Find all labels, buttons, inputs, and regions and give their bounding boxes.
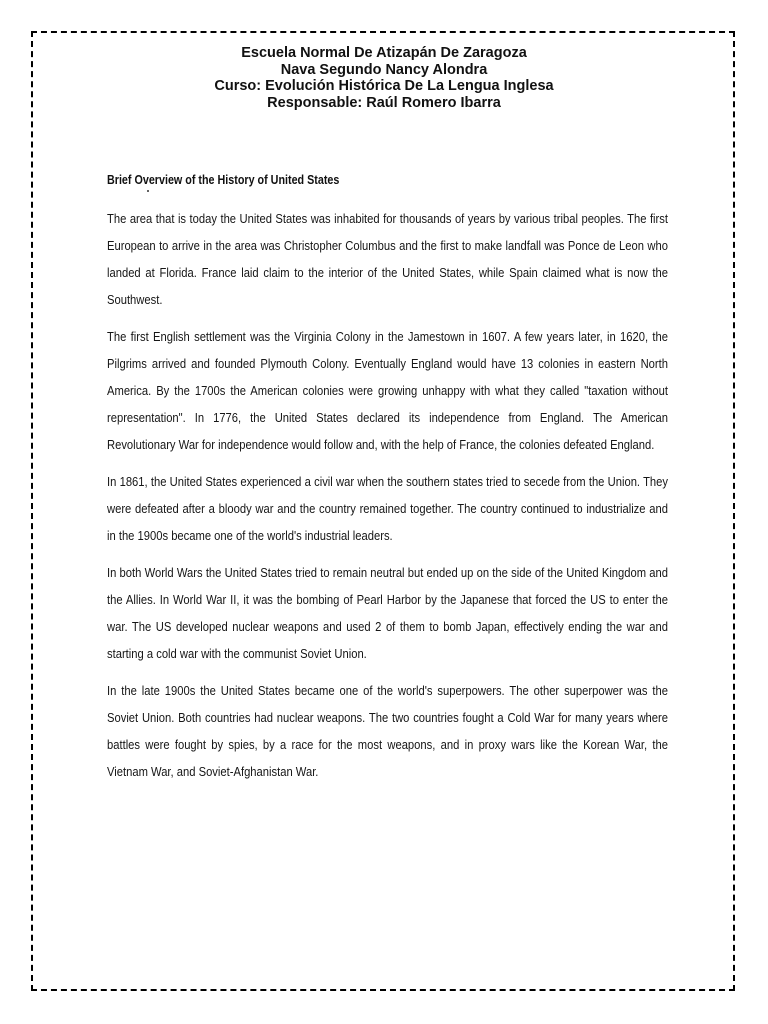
school-name: Escuela Normal De Atizapán De Zaragoza bbox=[241, 45, 527, 61]
paragraph-1: The area that is today the United States was inhabited for thousands of years by various tribal peoples. The first European to arrive in the area was Christopher Columbus and the first to make landfall was Ponce de Leon who landed at Florida. France laid claim to the interior of the United States, while Spain claimed what is now the Southwest. bbox=[107, 211, 668, 307]
paragraph-3: In 1861, the United States experienced a civil war when the southern states tried to secede from the Union. They were defeated after a bloody war and the country remained together. The country continued to industrialize and in the 1900s became one of the world's industrial leaders. bbox=[107, 474, 668, 543]
instructor-name: Responsable: Raúl Romero Ibarra bbox=[267, 94, 501, 111]
course-name: Curso: Evolución Histórica De La Lengua Inglesa bbox=[214, 78, 554, 94]
paragraph-4: In both World Wars the United States tried to remain neutral but ended up on the side of the United Kingdom and the Allies. In World War II, it was the bombing of Pearl Harbor by the Japanese that forced the US to enter the war. The US developed nuclear weapons and used 2 of them to bomb Japan, effectively ending the war and starting a cold war with the communist Soviet Union. bbox=[107, 565, 668, 661]
document-header bbox=[0, 45, 768, 111]
stray-dot bbox=[147, 190, 149, 192]
paragraph-2: The first English settlement was the Virginia Colony in the Jamestown in 1607. A few years later, in 1620, the Pilgrims arrived and founded Plymouth Colony. Eventually England would have 13 colonies in eastern North America. By the 1700s the American colonies were growing unhappy with what they called "taxation without representation". In 1776, the United States declared its independence from England. The American Revolutionary War for independence would follow and, with the help of France, the colonies defeated England. bbox=[107, 329, 668, 452]
student-name: Nava Segundo Nancy Alondra bbox=[280, 61, 488, 78]
section-title: Brief Overview of the History of United States bbox=[107, 173, 340, 187]
body-text bbox=[107, 205, 668, 795]
paragraph-5: In the late 1900s the United States became one of the world's superpowers. The other superpower was the Soviet Union. Both countries had nuclear weapons. The two countries fought a Cold War for many years where battles were fought by spies, by a race for the most weapons, and in proxy wars like the Korean War, the Vietnam War, and Soviet-Afghanistan War. bbox=[107, 683, 668, 779]
